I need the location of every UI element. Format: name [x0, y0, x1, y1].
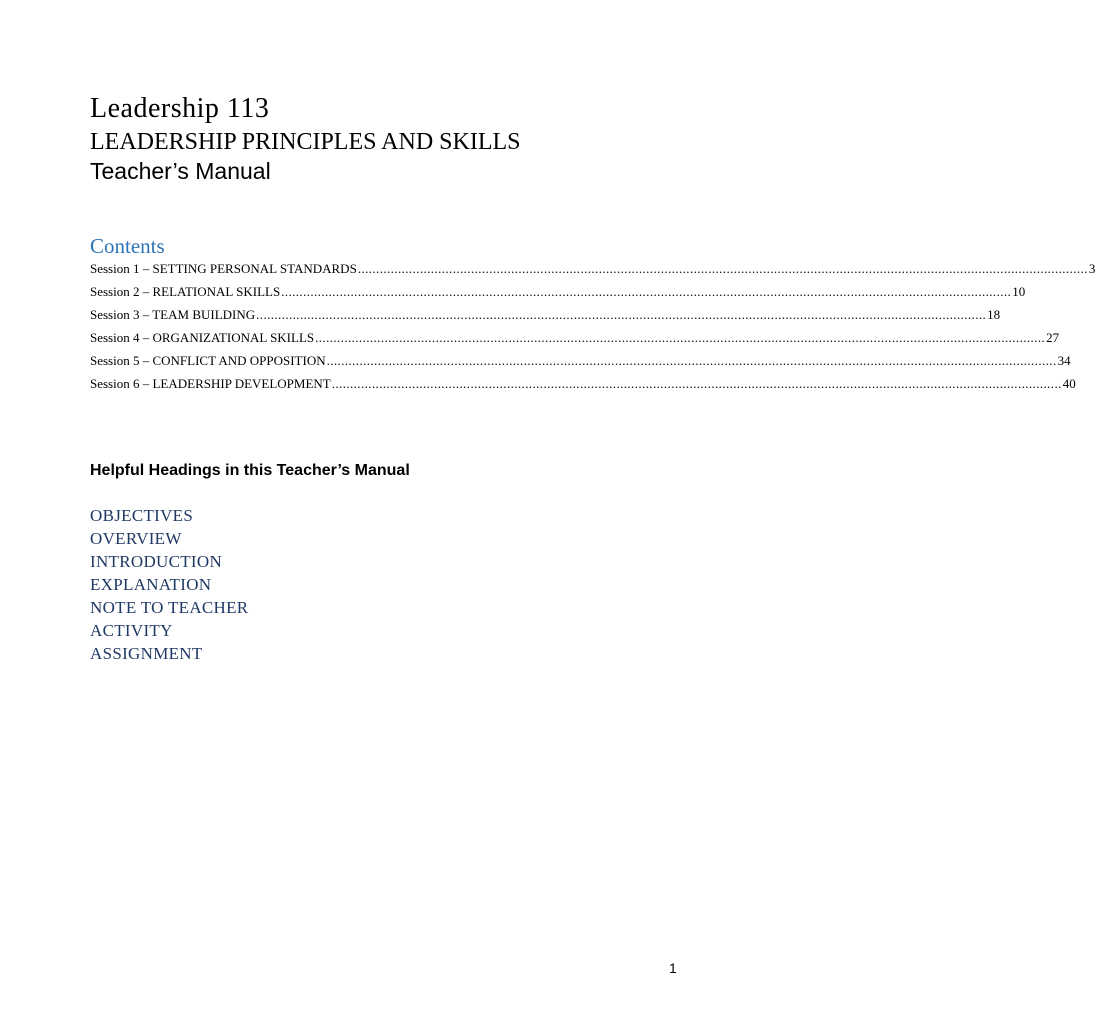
- toc-entry[interactable]: [90, 352, 1071, 375]
- course-subtitle: LEADERSHIP PRINCIPLES AND SKILLS: [90, 129, 521, 155]
- toc-entry[interactable]: [90, 306, 1001, 329]
- toc-entry-page: 18: [987, 307, 1001, 322]
- toc-entry-label: Session 4 – ORGANIZATIONAL SKILLS: [90, 330, 315, 345]
- contents-heading: Contents: [90, 234, 165, 258]
- toc-entry-label: Session 3 – TEAM BUILDING: [90, 307, 256, 322]
- heading-list-item: OVERVIEW: [90, 529, 182, 548]
- toc-entry-label: Session 5 – CONFLICT AND OPPOSITION: [90, 353, 326, 368]
- toc-entry[interactable]: [90, 260, 1095, 283]
- toc-leader-dots: ........................................................................................................................................................................................................: [256, 307, 987, 322]
- toc-leader-dots: ........................................................................................................................................................................................................: [357, 261, 1088, 276]
- toc-entry-label: Session 1 – SETTING PERSONAL STANDARDS: [90, 261, 357, 276]
- helpful-headings-title: Helpful Headings in this Teacher’s Manual: [90, 462, 410, 479]
- helpful-headings-list: [90, 504, 248, 665]
- toc-entry-page: 10: [1012, 284, 1026, 299]
- toc-leader-dots: ........................................................................................................................................................................................................: [315, 330, 1046, 345]
- heading-list-item: INTRODUCTION: [90, 552, 223, 571]
- heading-list-item: EXPLANATION: [90, 575, 212, 594]
- toc-leader-dots: ........................................................................................................................................................................................................: [331, 376, 1062, 391]
- toc-leader-dots: ........................................................................................................................................................................................................: [281, 284, 1012, 299]
- toc-leader-dots: ........................................................................................................................................................................................................: [326, 353, 1057, 368]
- heading-list-item: ASSIGNMENT: [90, 644, 203, 663]
- course-title: Leadership 113: [90, 93, 270, 124]
- toc-entry-label: Session 6 – LEADERSHIP DEVELOPMENT: [90, 376, 331, 391]
- toc-entry-label: Session 2 – RELATIONAL SKILLS: [90, 284, 281, 299]
- toc-entry-page: 34: [1057, 353, 1071, 368]
- heading-list-item: ACTIVITY: [90, 621, 173, 640]
- toc-entry-page: 27: [1046, 330, 1060, 345]
- toc-entry[interactable]: [90, 375, 1076, 398]
- manual-title: Teacher’s Manual: [90, 158, 271, 184]
- table-of-contents: [90, 260, 1095, 398]
- heading-list-item: NOTE TO TEACHER: [90, 598, 249, 617]
- page-number: 1: [669, 960, 677, 976]
- toc-entry-page: 40: [1062, 376, 1076, 391]
- heading-list-item: OBJECTIVES: [90, 506, 194, 525]
- toc-entry-page: 3: [1088, 261, 1095, 276]
- toc-entry[interactable]: [90, 329, 1060, 352]
- toc-entry[interactable]: [90, 283, 1026, 306]
